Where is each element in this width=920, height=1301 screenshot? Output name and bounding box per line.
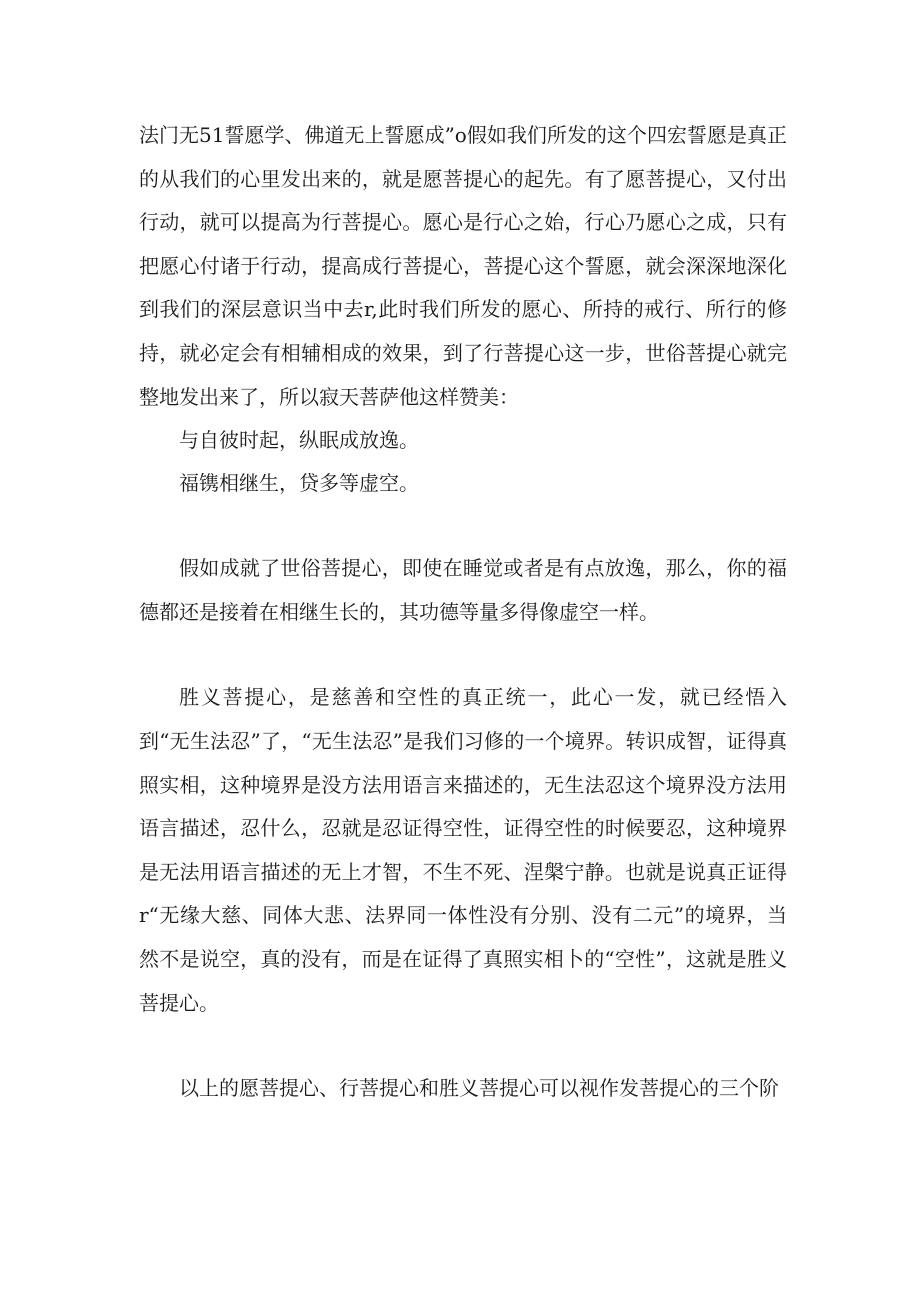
document-body xyxy=(139,114,787,1111)
paragraph-merit: 假如成就了世俗菩提心，即使在睡觉或者是有点放逸，那么，你的福德都还是接着在相继生长的，其功德等量多得像虚空一样。 xyxy=(139,556,787,624)
paragraph-three-stages: 以上的愿菩提心、行菩提心和胜义菩提心可以视作发菩提心的三个阶 xyxy=(179,1076,779,1101)
paragraph-ultimate-bodhicitta: 胜义菩提心，是慈善和空性的真正统一，此心一发，就已经悟入到“无生法忍”了，“无生法忍”是我们习修的一个境界。转识成智，证得真照实相，这种境界是没方法用语言来描述的，无生法忍这个境界没方法用语言描述，忍什么，忍就是忍证得空性，证得空性的时候要忍，这种境界是无法用语言描述的无上才智，不生不死、涅槃宁静。也就是说真正证得r“无缘大慈、同体大悲、法界同一体性没有分别、没有二元”的境界，当然不是说空，真的没有，而是在证得了真照实相卜的“空性”，这就是胜义菩提心。 xyxy=(139,685,787,1015)
paragraph-vows: 法门无51誓愿学、佛道无上誓愿成”o假如我们所发的这个四宏誓愿是真正的从我们的心里发出来的，就是愿菩提心的起先。有了愿菩提心，又付出行动，就可以提高为行菩提心。愿心是行心之始，行心乃愿心之成，只有把愿心付诸于行动，提高成行菩提心，菩提心这个誓愿，就会深深地深化到我们的深层意识当中去r,此时我们所发的愿心、所持的戒行、所行的修持，就必定会有相辅相成的效果，到了行菩提心这一步，世俗菩提心就完整地发出来了，所以寂天菩萨他这样赞美： xyxy=(139,123,787,409)
verse-line-1: 与自彼时起，纵眠成放逸。 xyxy=(179,428,419,453)
verse-line-2: 福镌相继生，贷多等虚空。 xyxy=(179,471,419,496)
